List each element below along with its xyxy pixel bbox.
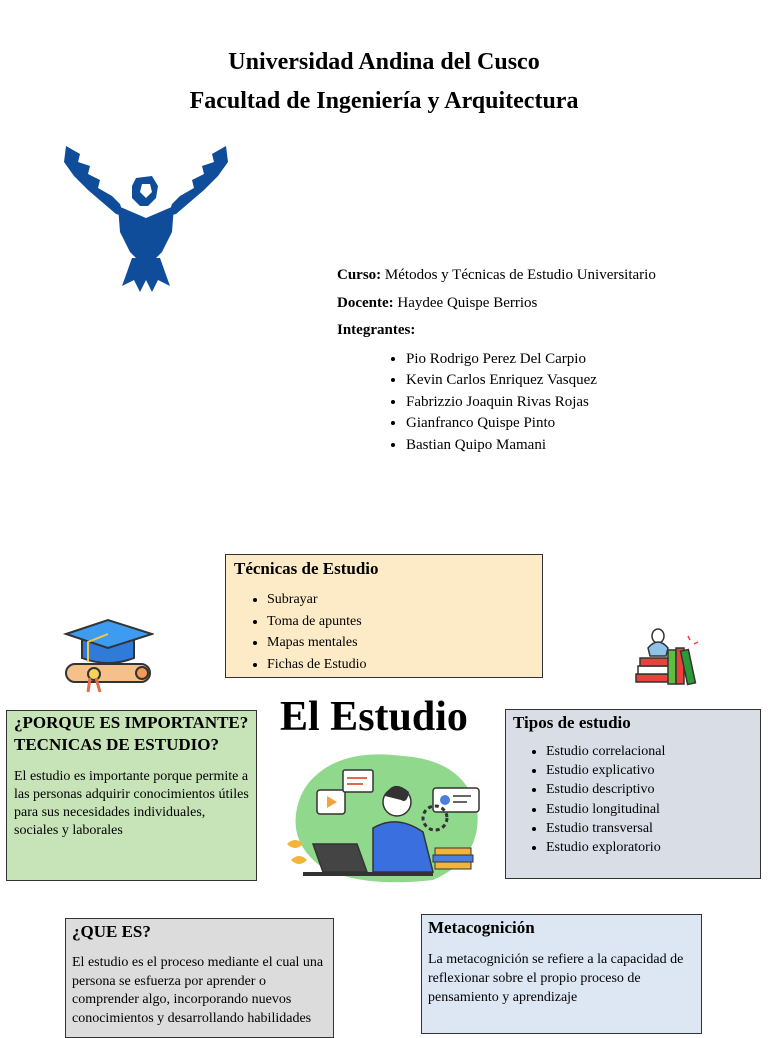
graduation-cap-illustration xyxy=(62,618,154,694)
technique-item: • Fichas de Estudio xyxy=(267,654,534,676)
teacher-label: Docente: xyxy=(337,295,394,311)
study-type-item: • Estudio transversal xyxy=(546,819,753,838)
study-types-box xyxy=(505,709,761,879)
definition-text: El estudio es el proceso mediante el cual una persona se esfuerza por aprender o comprender algo, incorporando nuevos conocimientos y desarrollando habilidades xyxy=(72,955,324,1026)
study-type-item: • Estudio explicativo xyxy=(546,761,753,780)
metacognition-box xyxy=(421,914,702,1034)
condor-logo-icon xyxy=(62,140,230,298)
study-techniques-list xyxy=(234,589,534,675)
course-value: Métodos y Técnicas de Estudio Universitario xyxy=(384,267,656,283)
university-logo xyxy=(62,140,230,298)
books-illustration xyxy=(634,626,704,688)
definition-title: ¿QUE ES? xyxy=(72,922,151,941)
members-line xyxy=(337,322,415,339)
members-label: Integrantes: xyxy=(337,322,416,338)
importance-title: ¿PORQUE ES IMPORTANTE? TECNICAS DE ESTUDIO? xyxy=(14,713,249,754)
study-type-item: • Estudio descriptivo xyxy=(546,780,753,799)
technique-item: • Mapas mentales xyxy=(267,632,534,654)
study-type-item: • Estudio correlacional xyxy=(546,742,753,761)
member-item: • Pio Rodrigo Perez Del Carpio xyxy=(406,349,597,370)
study-techniques-box xyxy=(225,554,543,678)
member-item: • Fabrizzio Joaquin Rivas Rojas xyxy=(406,392,597,413)
student-illustration xyxy=(283,748,485,888)
course-label: Curso: xyxy=(337,267,382,283)
faculty-title: Facultad de Ingeniería y Arquitectura xyxy=(189,88,579,114)
teacher-value: Haydee Quispe Berrios xyxy=(397,295,538,311)
books-icon xyxy=(634,626,704,688)
members-list xyxy=(390,349,597,456)
importance-box xyxy=(6,710,257,881)
study-type-item: • Estudio longitudinal xyxy=(546,800,753,819)
study-types-list xyxy=(513,742,753,857)
student-laptop-icon xyxy=(283,748,485,888)
main-title: El Estudio xyxy=(280,694,468,740)
study-type-item: • Estudio exploratorio xyxy=(546,838,753,857)
graduation-cap-icon xyxy=(62,618,154,694)
definition-box xyxy=(65,918,334,1038)
study-types-title: Tipos de estudio xyxy=(513,713,631,732)
importance-text: El estudio es importante porque permite a las personas adquirir conocimientos útiles para sus necesidades individuales, sociales y laborales xyxy=(14,769,249,838)
university-title: Universidad Andina del Cusco xyxy=(228,49,540,75)
technique-item: • Toma de apuntes xyxy=(267,611,534,633)
teacher-line xyxy=(337,295,537,312)
member-item: • Bastian Quipo Mamani xyxy=(406,435,597,456)
member-item: • Kevin Carlos Enriquez Vasquez xyxy=(406,370,597,391)
technique-item: • Subrayar xyxy=(267,589,534,611)
study-techniques-title: Técnicas de Estudio xyxy=(234,559,379,578)
member-item: • Gianfranco Quispe Pinto xyxy=(406,413,597,434)
course-line xyxy=(337,267,656,284)
metacognition-text: La metacognición se refiere a la capacidad de reflexionar sobre el propio proceso de pensamiento y aprendizaje xyxy=(428,952,684,1005)
metacognition-title: Metacognición xyxy=(428,918,535,937)
